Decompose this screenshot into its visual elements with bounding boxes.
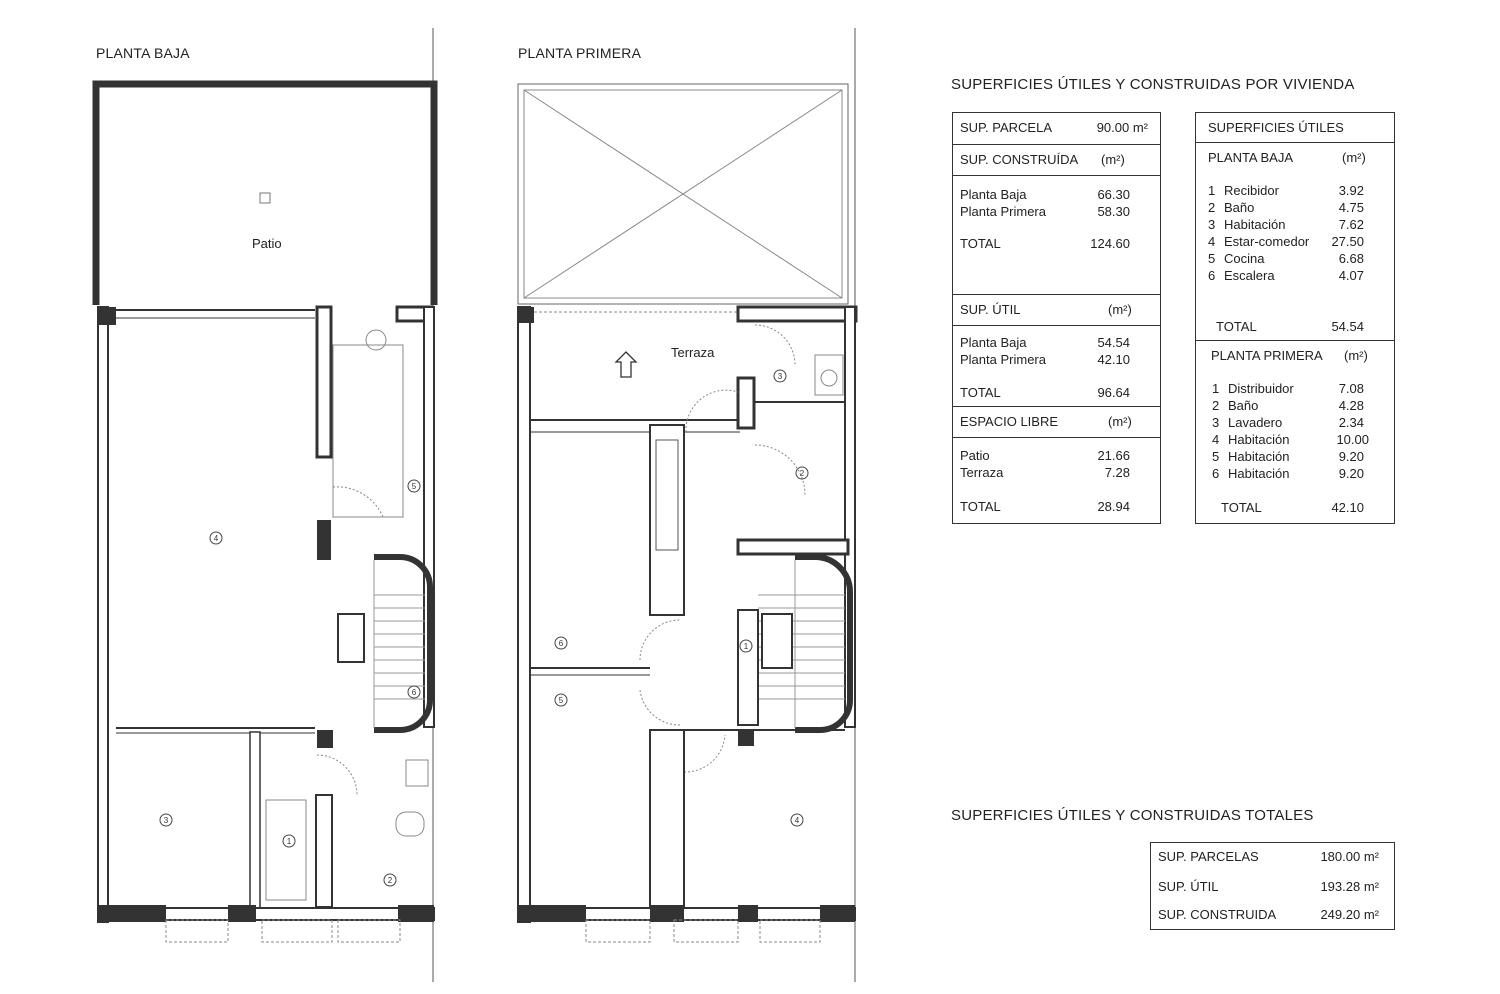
utiles-baja-total: TOTAL 54.54 (1216, 319, 1364, 334)
lot-boundaries (433, 28, 855, 982)
utiles-primera-row: 3 Lavadero 2.34 (1212, 415, 1364, 430)
ff-marker-3: 3 (777, 372, 783, 381)
ff-marker-6: 6 (558, 639, 564, 648)
patio-wall (96, 84, 434, 305)
construida-unit: (m²) (1101, 152, 1125, 167)
gf-marker-1: 1 (286, 837, 292, 846)
drain-icon (260, 193, 270, 203)
utiles-primera-row: 6 Habitación 9.20 (1212, 466, 1364, 481)
totals-heading: SUPERFICIES ÚTILES Y CONSTRUIDAS TOTALES (951, 807, 1314, 824)
libre-row: Patio 21.66 (960, 448, 1130, 463)
utiles-primera-row: 1 Distribuidor 7.08 (1212, 381, 1364, 396)
utiles-primera-unit: (m²) (1344, 348, 1368, 363)
libre-row: Terraza 7.28 (960, 465, 1130, 480)
ff-marker-4: 4 (794, 816, 800, 825)
parcela-label: SUP. PARCELA (960, 120, 1053, 135)
ff-marker-1: 1 (743, 642, 749, 651)
util-section (953, 295, 1160, 407)
libre-label: ESPACIO LIBRE (960, 414, 1059, 429)
utiles-primera-row: 5 Habitación 9.20 (1212, 449, 1364, 464)
per-unit-table (952, 112, 1161, 524)
ff-marker-2: 2 (799, 469, 805, 478)
util-label: SUP. ÚTIL (960, 302, 1021, 317)
up-arrow-icon (616, 352, 636, 377)
util-row: Planta Primera 42.10 (960, 352, 1130, 367)
util-unit: (m²) (1108, 302, 1132, 317)
construida-section (953, 145, 1160, 295)
utiles-baja-row: 5 Cocina 6.68 (1208, 251, 1364, 266)
per-unit-heading: SUPERFICIES ÚTILES Y CONSTRUIDAS POR VIVIENDA (951, 76, 1355, 93)
utiles-baja-row: 4 Estar-comedor 27.50 (1208, 234, 1364, 249)
construida-label: SUP. CONSTRUÍDA (960, 152, 1079, 167)
utiles-primera-label: PLANTA PRIMERA (1211, 348, 1323, 363)
first-floor-title: PLANTA PRIMERA (518, 45, 642, 61)
parcela-section (953, 113, 1160, 145)
totals-table (1150, 842, 1395, 930)
libre-section (953, 407, 1160, 522)
utiles-baja-row: 6 Escalera 4.07 (1208, 268, 1364, 283)
libre-unit: (m²) (1108, 414, 1132, 429)
gf-marker-4: 4 (213, 534, 219, 543)
totals-row: SUP. PARCELAS 180.00 m² (1158, 849, 1379, 864)
utiles-primera-row: 2 Baño 4.28 (1212, 398, 1364, 413)
totals-row: SUP. ÚTIL 193.28 m² (1158, 879, 1379, 894)
gf-marker-3: 3 (163, 816, 169, 825)
totals-row: SUP. CONSTRUIDA 249.20 m² (1158, 907, 1379, 922)
terraza-label: Terraza (671, 345, 715, 360)
utiles-baja-label: PLANTA BAJA (1208, 150, 1294, 165)
utiles-table (1195, 112, 1395, 524)
construida-row: Planta Baja 66.30 (960, 187, 1130, 202)
utiles-baja-row: 1 Recibidor 3.92 (1208, 183, 1364, 198)
utiles-baja-row: 3 Habitación 7.62 (1208, 217, 1364, 232)
utiles-primera-total: TOTAL 42.10 (1221, 500, 1364, 515)
utiles-baja-row: 2 Baño 4.75 (1208, 200, 1364, 215)
construida-row: Planta Primera 58.30 (960, 204, 1130, 219)
gf-marker-2: 2 (387, 876, 393, 885)
libre-total: TOTAL 28.94 (960, 499, 1130, 514)
gf-marker-5: 5 (411, 482, 417, 491)
utiles-primera-section (1196, 341, 1394, 522)
ground-floor-plan (96, 84, 434, 942)
construida-total: TOTAL 124.60 (960, 236, 1130, 251)
ff-marker-5: 5 (558, 696, 564, 705)
utiles-primera-row: 4 Habitación 10.00 (1212, 432, 1369, 447)
first-floor-plan (518, 84, 856, 942)
ground-floor-title: PLANTA BAJA (96, 45, 190, 61)
patio-label: Patio (252, 236, 282, 251)
parcela-value: 90.00 m² (1096, 120, 1148, 135)
gf-marker-6: 6 (411, 688, 417, 697)
util-row: Planta Baja 54.54 (960, 335, 1130, 350)
gf-left-wall (98, 307, 108, 922)
util-total: TOTAL 96.64 (960, 385, 1130, 400)
utiles-heading: SUPERFICIES ÚTILES (1208, 120, 1344, 135)
ff-hob-icon (762, 614, 792, 668)
gf-hob-icon (338, 614, 364, 662)
utiles-baja-unit: (m²) (1342, 150, 1366, 165)
utiles-baja-section (1196, 143, 1394, 341)
gf-column (98, 307, 116, 325)
